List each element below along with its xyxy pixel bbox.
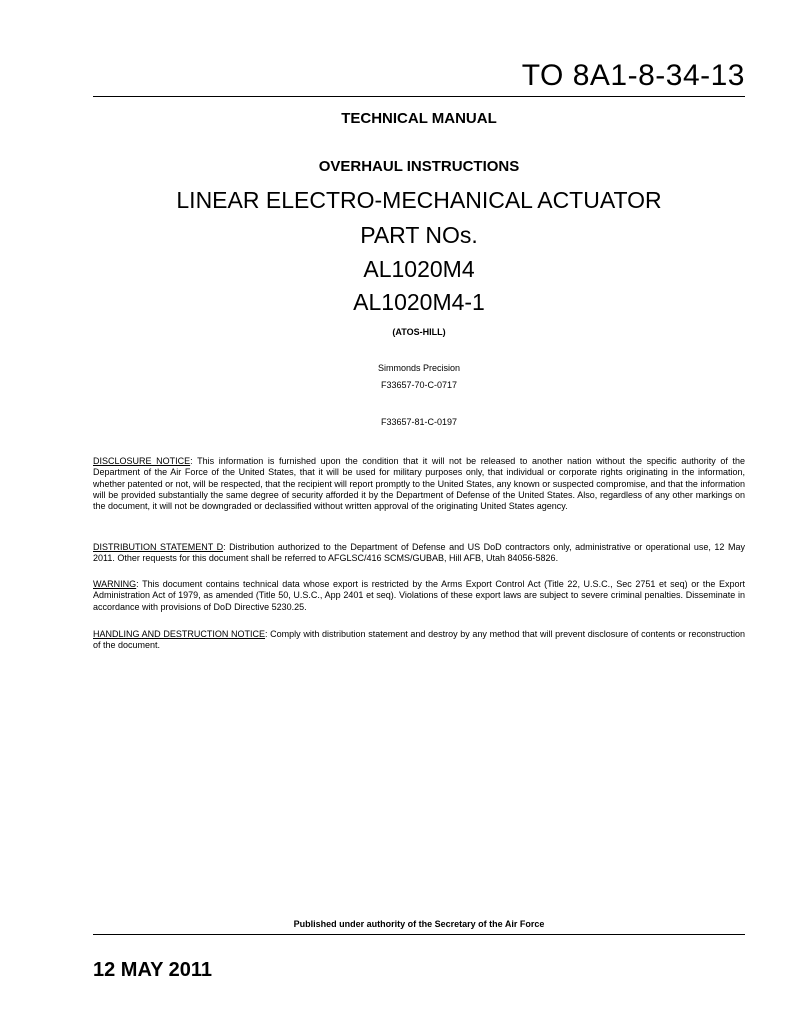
handling-notice-text: : Comply with distribution statement and destroy by any method that will prevent disclosure of contents or reconstruction of the document.: [93, 629, 746, 651]
technical-manual-title: TECHNICAL MANUAL: [341, 110, 497, 127]
title-line-3: AL1020M4: [363, 256, 475, 282]
handling-notice-label: HANDLING AND DESTRUCTION NOTICE: [93, 629, 266, 639]
title-line-1: LINEAR ELECTRO-MECHANICAL ACTUATOR: [176, 187, 662, 213]
overhaul-instructions-title: OVERHAUL INSTRUCTIONS: [318, 158, 520, 175]
warning-label: WARNING: [93, 579, 137, 589]
top-rule: [93, 96, 745, 97]
distribution-statement-text: : Distribution authorized to the Department of Defense and US DoD contractors only, administrative or operational use, 12 May 2011. Other requests for this document shall be referred to AFGLSC/416 SCMS/GUBAB, Hill AFB, Utah 84056-5826.: [93, 542, 745, 564]
contract-number-2: F33657-81-C-0197: [380, 417, 458, 427]
title-line-2: PART NOs.: [360, 222, 478, 248]
disclosure-notice-text: : This information is furnished upon the condition that it will not be released to another nation without the specific authority of the Department of the Air Force of the United States, that it will be used for military purposes only, that individual or corporate rights originating in the information, whether patented or not, will be respected, that the recipient will report promptly to the United States, any known or suspected compromise, and that the information will be provided substantially the same degree of security afforded it by the Department of Defense of the United States. Also, regardless of any other markings on the document, it will not be downgraded or declassified without written approval of the originating United States agency.: [93, 456, 745, 512]
disclosure-notice-label: DISCLOSURE NOTICE: [93, 456, 191, 466]
contract-number-1: F33657-70-C-0717: [380, 380, 458, 390]
bottom-rule: [93, 934, 745, 935]
handling-notice: [93, 629, 745, 652]
title-line-4: AL1020M4-1: [353, 289, 485, 315]
distribution-statement-label: DISTRIBUTION STATEMENT D: [93, 542, 224, 552]
published-authority: Published under authority of the Secretary of the Air Force: [293, 919, 545, 929]
disclosure-notice: [93, 456, 745, 512]
publication-date: 12 MAY 2011: [93, 959, 212, 981]
atos-hill-label: (ATOS-HILL): [392, 327, 446, 337]
warning-text: : This document contains technical data whose export is restricted by the Arms Export Control Act (Title 22, U.S.C., Sec 2751 et seq) or the Export Administration Act of 1979, as amended (Title 50, U.S.C., App 2401 et seq). Violations of these export laws are subject to severe criminal penalties. Disseminate in accordance with provisions of DoD Directive 5230.25.: [93, 579, 745, 612]
warning-notice: [93, 579, 745, 613]
distribution-statement: [93, 542, 745, 565]
to-number: TO 8A1-8-34-13: [521, 59, 745, 92]
contractor-name: Simmonds Precision: [377, 363, 461, 373]
